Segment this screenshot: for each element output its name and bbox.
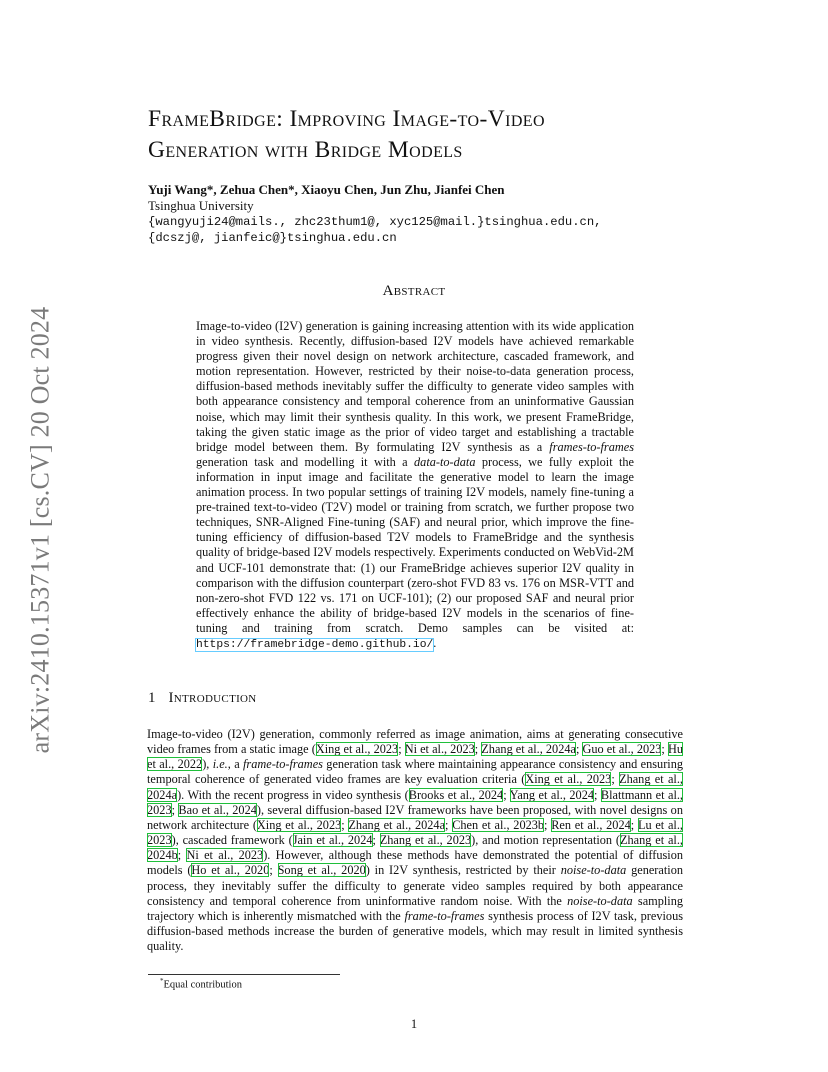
intro-text: ), several diffusion-based I2V frameworks have been proposed, with novel designs on network architecture ( — [147, 802, 683, 832]
intro-text: , a — [227, 757, 244, 772]
citation-link[interactable]: Song et al., 2020 — [277, 863, 366, 878]
intro-emphasis: noise-to-data — [567, 893, 633, 908]
abstract-text: process, we fully exploit the information in input image and facilitate the generative model to learn the image animation process. In two popular settings of training I2V models, namely fine-tuning a pre-trained text-to-video (T2V) model or training from scratch, we further propose two techniques, SNR-Aligned Fine-tuning (SAF) and neural prior, which improve the fine-tuning efficiency of diffusion-based T2V models to FrameBridge and the synthesis quality of bridge-based I2V models respectively. Experiments conducted on WebVid-2M and UCF-101 demonstrate that: (1) our FrameBridge achieves superior I2V quality in comparison with the diffusion counterpart (zero-shot FVD 83 vs. 176 on MSR-VTT and non-zero-shot FVD 122 vs. 171 on UCF-101); (2) our proposed SAF and neural prior effectively enhance the ability of bridge-based I2V models in the scenarios of fine-tuning and training from scratch. Demo samples can be visited at: — [196, 454, 634, 635]
section-number: 1 — [148, 690, 156, 706]
citation-link[interactable]: Zhang et al., 2023 — [379, 833, 472, 848]
abstract-body — [196, 319, 634, 653]
arxiv-id-text: arXiv:2410.15371v1 [cs.CV] 20 Oct 2024 — [25, 306, 54, 754]
intro-text: generation task where maintaining appearance consistency and ensuring temporal coherence of generated video frames are key evaluation criteria ( — [147, 757, 684, 787]
intro-emphasis: noise-to-data — [560, 863, 627, 878]
intro-text: ), — [202, 757, 213, 772]
footnote-text: Equal contribution — [163, 979, 242, 991]
section-title: Introduction — [168, 690, 257, 706]
intro-emphasis: frame-to-frames — [243, 757, 323, 772]
affiliation: Tsinghua University — [148, 198, 254, 213]
abstract-heading: Abstract — [382, 283, 446, 299]
abstract-text: Image-to-video (I2V) generation is gaining increasing attention with its wide application in video synthesis. Recently, diffusion-based I2V models have achieved remarkable progress given their novel design on network architecture, cascaded framework, and motion representation. However, restricted by their noise-to-data generation process, diffusion-based methods inevitably suffer the difficulty to generate video samples with both appearance consistency and temporal coherence from an uninformative Gaussian noise, which may limit their synthesis quality. In this work, we present FrameBridge, taking the given static image as the prior of video target and establishing a tractable bridge model between them. By formulating I2V synthesis as a — [196, 319, 634, 454]
intro-emphasis: frame-to-frames — [404, 908, 485, 923]
arxiv-identifier-sidebar — [22, 300, 58, 760]
citation-link[interactable]: Yang et al., 2024 — [509, 787, 595, 802]
citation-link[interactable]: Ren et al., 2024 — [551, 817, 631, 832]
citation-link[interactable]: Xing et al., 2023 — [315, 742, 399, 757]
section-heading — [148, 690, 257, 707]
citation-link[interactable]: Xing et al., 2023 — [256, 817, 342, 832]
abstract-text: generation task and modelling it with a — [196, 454, 415, 469]
paper-title — [148, 104, 708, 166]
citation-link[interactable]: Ni et al., 2023 — [186, 848, 264, 863]
author-names: Yuji Wang*, Zehua Chen*, Xiaoyu Chen, Jun Zhu, Jianfei Chen — [148, 182, 505, 197]
intro-emphasis: i.e. — [212, 757, 228, 772]
email-line-2: {dcszj@, jianfeic@}tsinghua.edu.cn — [148, 231, 397, 245]
author-block — [148, 182, 708, 246]
footnote — [160, 977, 242, 991]
citation-link[interactable]: Ni et al., 2023 — [404, 742, 475, 757]
citation-link[interactable]: Zhang et al., 2024b — [147, 833, 683, 863]
citation-link[interactable]: Guo et al., 2023 — [582, 742, 662, 757]
intro-text: sampling trajectory which is inherently mismatched with the — [147, 893, 683, 923]
intro-text: ). With the recent progress in video synthesis ( — [177, 787, 409, 802]
footnote-divider — [148, 974, 340, 975]
abstract-emphasis: data-to-data — [414, 454, 476, 469]
citation-link[interactable]: Blattmann et al., 2023 — [147, 787, 684, 817]
citation-link[interactable]: Zhang et al., 2024a — [147, 772, 683, 802]
citation-link[interactable]: Zhang et al., 2024a — [481, 742, 576, 757]
citation-link[interactable]: Hu et al., 2022 — [147, 742, 683, 772]
intro-text: ), cascaded framework ( — [171, 833, 293, 848]
introduction-body: Image-to-video (I2V) generation, commonly referred as image animation, aims at generating consecutive video frames from a static image (Xing et al., 2023; Ni et al., 2023; Zhang et al., 2024a; Guo et al., 2023; Hu et al., 2022), i.e., a frame-to-frames generation task where maintaining appearance consistency and ensuring temporal coherence of generated video frames are key evaluation criteria (Xing et al., 2023; Zhang et al., 2024a). With the recent progress in video synthesis (Brooks et al., 2024; Yang et al., 2024; Blattmann et al., 2023; Bao et al., 2024), several diffusion-based I2V frameworks have been proposed, with novel designs on network architecture (Xing et al., 2023; Zhang et al., 2024a; Chen et al., 2023b; Ren et al., 2024; Lu et al., 2023), cascaded framework (Jain et al., 2024; Zhang et al., 2023), and motion representation (Zhang et al., 2024b; Ni et al., 2023). However, although these methods have demonstrated the potential of diffusion models (Ho et al., 2020; Song et al., 2020) in I2V synthesis, restricted by their noise-to-data generation process, they inevitably suffer the difficulty to generate video samples required by both appearance consistency and temporal coherence from uninformative random noise. With the noise-to-data sampling trajectory which is inherently mismatched with the frame-to-frames synthesis process of I2V task, previous diffusion-based methods increase the burden of generative models, which may result in limited synthesis quality. — [147, 727, 684, 954]
intro-text: synthesis process of I2V task, previous diffusion-based methods increase the burden of generative models, which may result in limited synthesis quality. — [147, 908, 683, 954]
citation-link[interactable]: Ho et al., 2020 — [191, 863, 270, 878]
citation-link[interactable]: Jain et al., 2024 — [292, 833, 373, 848]
intro-text: generation process, they inevitably suffer the difficulty to generate video samples required by both appearance consistency and temporal coherence from uninformative random noise. With the — [147, 863, 683, 908]
email-line-1: {wangyuji24@mails., zhc23thum1@, xyc125@mail.}tsinghua.edu.cn, — [148, 215, 602, 229]
intro-text: ). However, although these methods have demonstrated the potential of diffusion models ( — [147, 848, 683, 878]
abstract-text: . — [433, 635, 437, 650]
citation-link[interactable]: Brooks et al., 2024 — [408, 787, 504, 802]
title-line-2: Generation with Bridge Models — [148, 137, 463, 163]
footnote-mark: * — [160, 977, 164, 985]
citation-link[interactable]: Chen et al., 2023b — [452, 817, 545, 832]
page-number: 1 — [410, 1017, 418, 1031]
intro-text: Image-to-video (I2V) generation, commonly referred as image animation, aims at generating consecutive video frames from a static image ( — [147, 727, 683, 757]
citation-link[interactable]: Lu et al., 2023 — [147, 817, 683, 848]
abstract-emphasis: frames-to-frames — [549, 439, 634, 454]
title-line-1: FrameBridge: Improving Image-to-Video — [148, 106, 545, 132]
intro-text: ) in I2V synthesis, restricted by their — [365, 863, 561, 878]
citation-link[interactable]: Zhang et al., 2024a — [348, 817, 446, 832]
citation-link[interactable]: Xing et al., 2023 — [525, 772, 612, 787]
citation-link[interactable]: Bao et al., 2024 — [178, 802, 257, 817]
intro-text: ), and motion representation ( — [471, 833, 621, 848]
demo-url-link[interactable]: https://framebridge-demo.github.io/ — [196, 638, 434, 651]
